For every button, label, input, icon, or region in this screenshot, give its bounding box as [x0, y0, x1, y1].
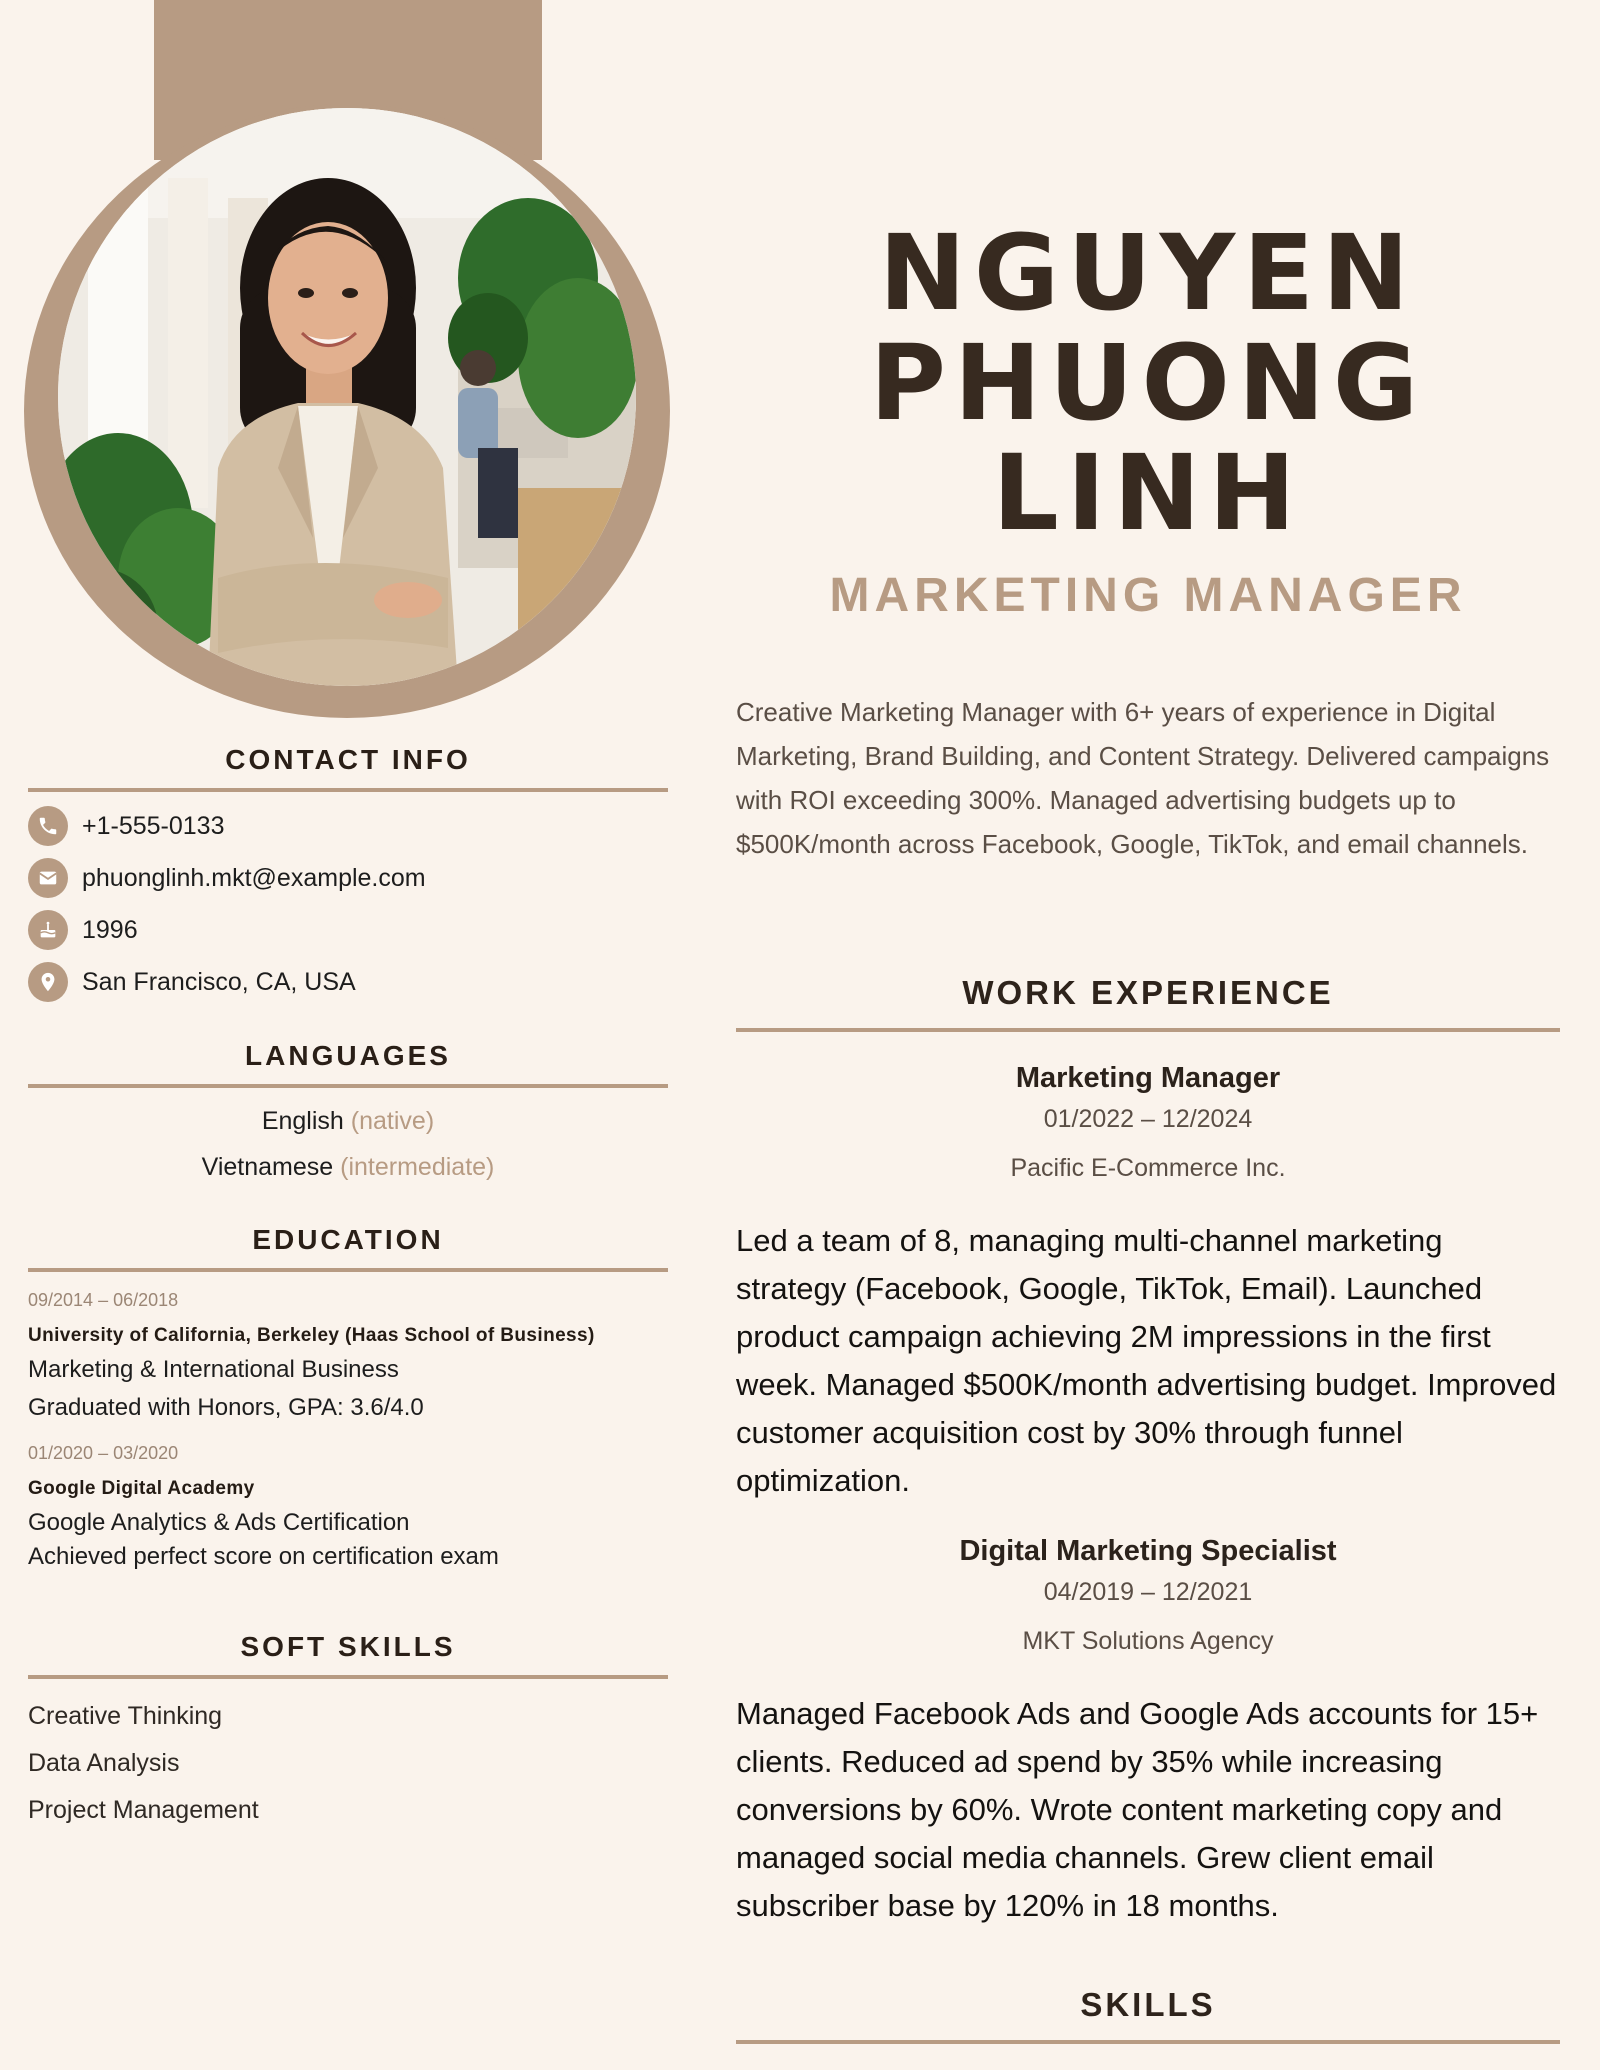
job-description: Led a team of 8, managing multi-channel marketing strategy (Facebook, Google, TikTok, Email). Launched product campaign achieving 2M impressions in the first week. Managed $500K/month advertising budget. Improved customer acquisition cost by 30% through funnel optimization.	[736, 1223, 1557, 1498]
soft-skill-item: Creative Thinking	[28, 1702, 223, 1730]
education-item	[28, 1443, 668, 1574]
job-date: 04/2019 – 12/2021	[1043, 1578, 1253, 1606]
education-note: Graduated with Honors, GPA: 3.6/4.0	[28, 1394, 424, 1421]
job-description: Managed Facebook Ads and Google Ads accounts for 15+ clients. Reduced ad spend by 35% while increasing conversions by 60%. Wrote content marketing copy and managed social media channels. Grew client email subscriber base by 120% in 18 months.	[736, 1696, 1539, 1923]
languages-section	[28, 1040, 668, 1190]
job-entry	[736, 1062, 1560, 1505]
education-item	[28, 1290, 668, 1425]
soft-skill-item: Project Management	[28, 1796, 259, 1824]
contact-title: CONTACT INFO	[28, 744, 668, 792]
education-school: Google Digital Academy	[28, 1478, 255, 1499]
job-entry	[736, 1535, 1560, 1930]
contact-location	[28, 956, 668, 1008]
contact-phone-value[interactable]: +1-555-0133	[82, 811, 225, 840]
contact-location-value: San Francisco, CA, USA	[82, 967, 356, 996]
soft-skill-item: Data Analysis	[28, 1749, 180, 1777]
job-company: Pacific E-Commerce Inc.	[1010, 1154, 1286, 1182]
skills-section	[736, 1986, 1560, 2044]
soft-skills-title: SOFT SKILLS	[28, 1631, 668, 1679]
education-title: EDUCATION	[28, 1224, 668, 1272]
phone-icon	[28, 806, 68, 846]
contact-birth-year	[28, 904, 668, 956]
location-pin-icon	[28, 962, 68, 1002]
job-role-title: MARKETING MANAGER	[829, 569, 1467, 622]
skills-title: SKILLS	[736, 1986, 1560, 2044]
contact-email	[28, 852, 668, 904]
name-line: LINH	[992, 432, 1304, 554]
language-name: Vietnamese	[201, 1153, 334, 1181]
contact-email-value[interactable]: phuonglinh.mkt@example.com	[82, 863, 426, 892]
education-program: Google Analytics & Ads Certification	[28, 1509, 410, 1536]
education-section	[28, 1224, 668, 1574]
language-level: (native)	[350, 1107, 435, 1135]
soft-skills-section	[28, 1631, 668, 1834]
job-title: Marketing Manager	[1015, 1062, 1281, 1094]
profile-summary: Creative Marketing Manager with 6+ years of experience in Digital Marketing, Brand Building, and Content Strategy. Delivered campaigns with ROI exceeding 300%. Managed advertising budgets up to $500K/month across Facebook, Google, TikTok, and email channels.	[736, 697, 1550, 859]
language-english	[28, 1098, 668, 1144]
work-experience-title: WORK EXPERIENCE	[736, 974, 1560, 1032]
education-school: University of California, Berkeley (Haas School of Business)	[28, 1325, 595, 1346]
education-date: 09/2014 – 06/2018	[28, 1290, 179, 1310]
work-experience-section	[736, 974, 1560, 1930]
name-line: PHUONG	[869, 322, 1427, 444]
cake-icon	[28, 910, 68, 950]
contact-section	[28, 744, 668, 1008]
candidate-name	[736, 212, 1560, 554]
contact-birth-year-value: 1996	[82, 915, 138, 944]
language-vietnamese	[28, 1144, 668, 1190]
job-title: Digital Marketing Specialist	[959, 1535, 1337, 1567]
language-name: English	[261, 1107, 344, 1135]
mail-icon	[28, 858, 68, 898]
job-date: 01/2022 – 12/2024	[1043, 1105, 1253, 1133]
languages-title: LANGUAGES	[28, 1040, 668, 1088]
education-program: Marketing & International Business	[28, 1356, 399, 1383]
language-level: (intermediate)	[340, 1153, 495, 1181]
contact-phone	[28, 800, 668, 852]
name-line: NGUYEN	[878, 212, 1418, 334]
education-note: Achieved perfect score on certification exam	[28, 1543, 499, 1570]
job-company: MKT Solutions Agency	[1022, 1627, 1274, 1655]
profile-photo	[58, 108, 636, 686]
education-date: 01/2020 – 03/2020	[28, 1443, 179, 1463]
